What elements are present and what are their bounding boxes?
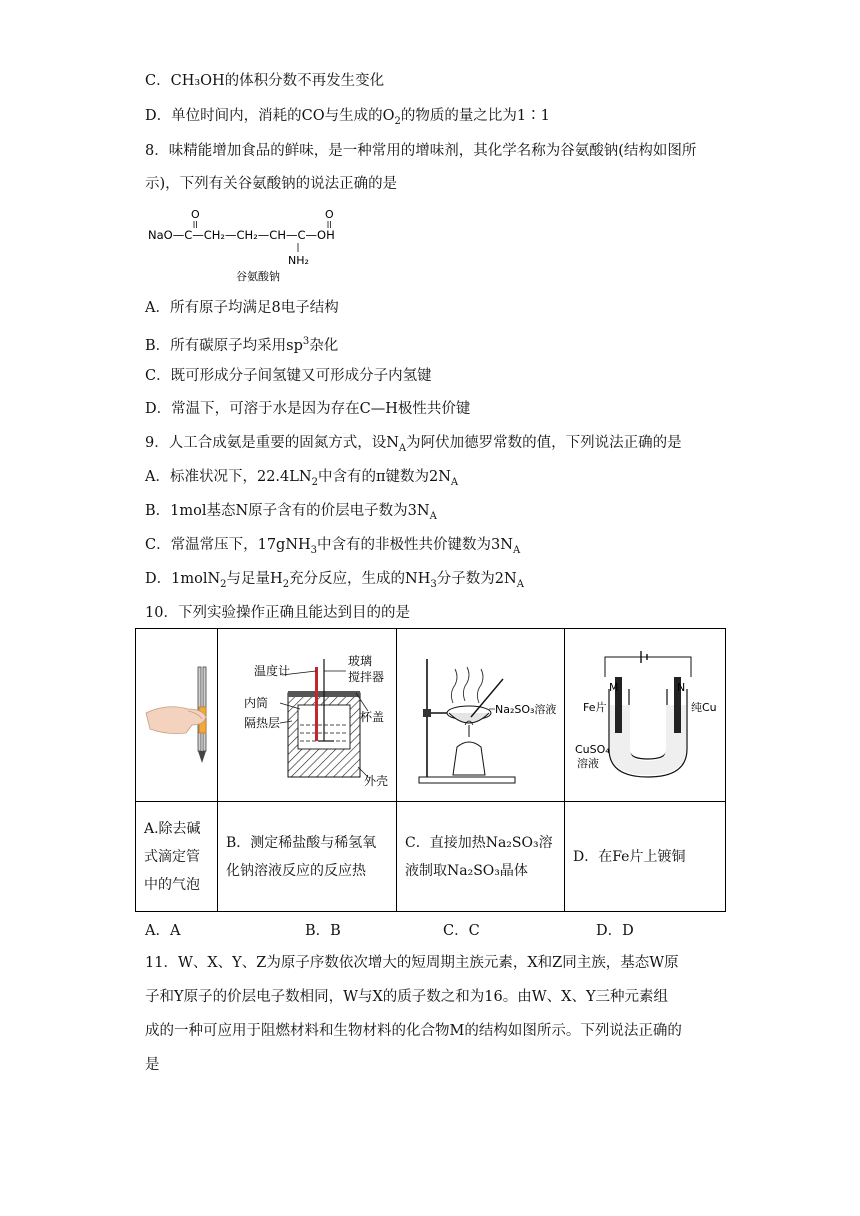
q9-option-a: A．标准状况下，$22.4LN_2$中含有的π键数为$2N_A$ xyxy=(145,469,459,488)
label-insulation: 隔热层 xyxy=(244,716,281,730)
label-thermometer: 温度计 xyxy=(254,664,291,678)
label-electrode-n: N xyxy=(677,681,686,694)
option-b-caption: B．测定稀盐酸与稀氢氧 化钠溶液反应的反应热 xyxy=(218,802,397,912)
q10-stem: 10．下列实验操作正确且能达到目的的是 xyxy=(145,605,410,621)
label-glass: 玻璃 xyxy=(348,654,373,668)
struct-o-2: O xyxy=(325,208,334,221)
label-solution: 溶液 xyxy=(577,757,599,770)
q8-option-a: A．所有原子均满足8电子结构 xyxy=(145,300,339,316)
label-cuso4: CuSO₄ xyxy=(575,743,610,756)
figure-a-cell xyxy=(136,629,218,802)
figure-c-cell xyxy=(397,629,565,802)
q8-option-d: D．常温下，可溶于水是因为存在C—H极性共价键 xyxy=(145,401,471,417)
glutamate-structure xyxy=(140,200,400,288)
electroplating-figure xyxy=(565,629,725,797)
burette-hand-figure xyxy=(136,629,216,797)
label-inner: 内筒 xyxy=(244,696,269,710)
calorimeter-figure xyxy=(218,629,396,797)
q9-option-b: B．1mol基态N原子含有的价层电子数为$3N_A$ xyxy=(145,503,437,522)
q10-answer-b: B．B xyxy=(305,923,341,939)
q11-stem-line1: 11．W、X、Y、Z为原子序数依次增大的短周期主族元素，X和Z同主族，基态W原 xyxy=(145,955,679,971)
evaporation-figure xyxy=(397,629,563,797)
option-c-caption: C．直接加热Na₂SO₃溶 液制取Na₂SO₃晶体 xyxy=(397,802,565,912)
struct-caption: 谷氨酸钠 xyxy=(236,270,280,283)
struct-chain: NaO—C—CH₂—CH₂—CH—C—OH xyxy=(148,228,335,242)
option-a-caption: A.除去碱 式滴定管 中的气泡 xyxy=(136,802,218,912)
label-pure-cu: 纯Cu xyxy=(691,701,717,714)
q7-option-c: C．CH₃OH的体积分数不再发生变化 xyxy=(145,73,385,89)
q10-answer-a: A．A xyxy=(145,923,181,939)
q11-stem-line4: 是 xyxy=(145,1057,160,1073)
q9-stem: 9．人工合成氨是重要的固氮方式，设$N_A$为阿伏加德罗常数的值，下列说法正确的是 xyxy=(145,435,682,454)
struct-nh2: NH₂ xyxy=(288,254,309,267)
q7-option-d: D．单位时间内，消耗的CO与生成的$O_2$的物质的量之比为1∶1 xyxy=(145,108,550,127)
label-shell: 外壳 xyxy=(364,774,389,788)
q10-answer-d: D．D xyxy=(596,923,634,939)
q8-option-c: C．既可形成分子间氢键又可形成分子内氢键 xyxy=(145,368,432,384)
label-na2so3-solution: Na₂SO₃溶液 xyxy=(495,703,557,716)
q8-stem-line2: 示)，下列有关谷氨酸钠的说法正确的是 xyxy=(145,176,398,192)
q8-option-b: B．所有碳原子均采用$sp^3$杂化 xyxy=(145,336,339,354)
q11-stem-line2: 子和Y原子的价层电子数相同，W与X的质子数之和为16。由W、X、Y三种元素组 xyxy=(145,989,669,1005)
q9-option-c: C．常温常压下，17gNH$_3$中含有的非极性共价键数为$3N_A$ xyxy=(145,537,521,556)
q10-options-table xyxy=(135,628,726,912)
figure-d-cell xyxy=(565,629,726,802)
q9-option-d: D．1molN$_2$与足量$H_2$充分反应，生成的$NH_3$分子数为$2N_A$ xyxy=(145,571,524,590)
label-stirrer: 搅拌器 xyxy=(348,670,385,684)
q10-answer-c: C．C xyxy=(443,923,480,939)
option-d-caption: D．在Fe片上镀铜 xyxy=(565,802,726,912)
q11-stem-line3: 成的一种可应用于阻燃材料和生物材料的化合物M的结构如图所示。下列说法正确的 xyxy=(145,1023,682,1039)
q8-stem-line1: 8．味精能增加食品的鲜味，是一种常用的增味剂，其化学名称为谷氨酸钠(结构如图所 xyxy=(145,143,697,159)
figure-b-cell xyxy=(218,629,397,802)
label-lid: 杯盖 xyxy=(360,710,385,724)
label-electrode-m: M xyxy=(609,681,619,694)
label-fe-sheet: Fe片 xyxy=(583,701,607,714)
struct-o-1: O xyxy=(191,208,200,221)
